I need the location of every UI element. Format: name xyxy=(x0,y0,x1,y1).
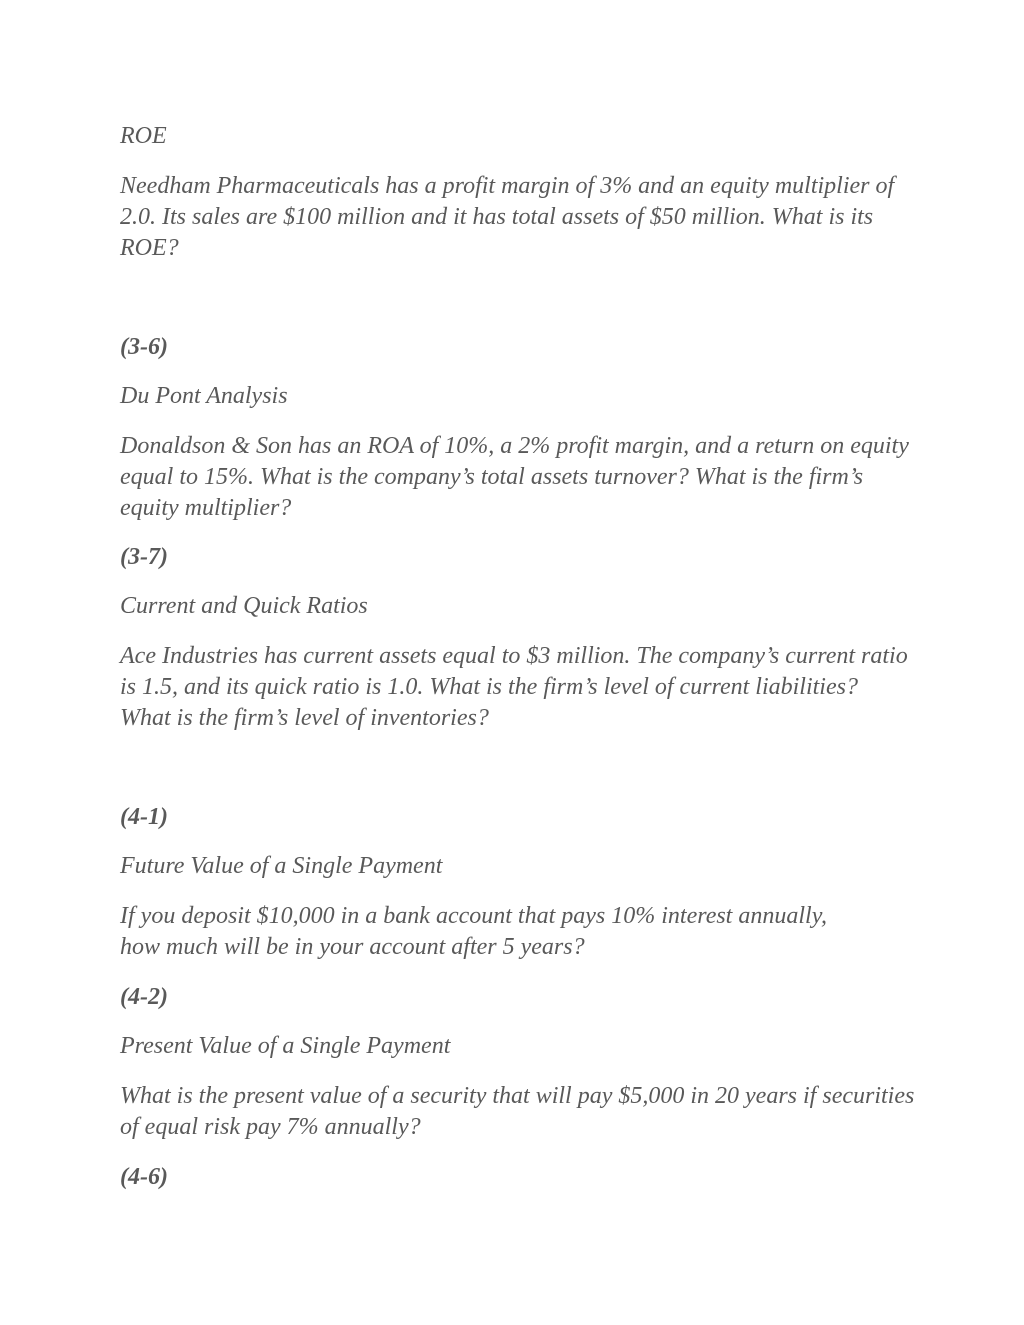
section-heading-roe: ROE xyxy=(120,123,167,149)
problem-text-current-quick: Ace Industries has current assets equal to $3 million. The company’s current ratio is 1.5, and its quick ratio is 1.0. What is the firm’s level of current liabilities? What is the firm’s level of inventories? xyxy=(120,643,908,731)
section-heading-present-value: Present Value of a Single Payment xyxy=(120,1033,451,1059)
problem-number-3-7: (3-7) xyxy=(120,544,168,570)
problem-number-4-1: (4-1) xyxy=(120,804,168,830)
section-heading-current-quick: Current and Quick Ratios xyxy=(120,593,368,619)
section-heading-future-value: Future Value of a Single Payment xyxy=(120,853,443,879)
problem-text-roe: Needham Pharmaceuticals has a profit margin of 3% and an equity multiplier of 2.0. Its sales are $100 million and it has total assets of $50 million. What is its ROE? xyxy=(120,173,895,261)
section-heading-du-pont: Du Pont Analysis xyxy=(120,383,288,409)
problem-text-future-value: If you deposit $10,000 in a bank account that pays 10% interest annually, how much will be in your account after 5 years? xyxy=(120,903,828,960)
problem-number-4-2: (4-2) xyxy=(120,984,168,1010)
problem-number-4-6: (4-6) xyxy=(120,1164,168,1190)
problem-text-present-value: What is the present value of a security that will pay $5,000 in 20 years if securities of equal risk pay 7% annually? xyxy=(120,1083,915,1140)
problem-number-3-6: (3-6) xyxy=(120,334,168,360)
problem-text-du-pont: Donaldson & Son has an ROA of 10%, a 2% profit margin, and a return on equity equal to 15%. What is the company’s total assets turnover? What is the firm’s equity multiplier? xyxy=(120,433,909,521)
